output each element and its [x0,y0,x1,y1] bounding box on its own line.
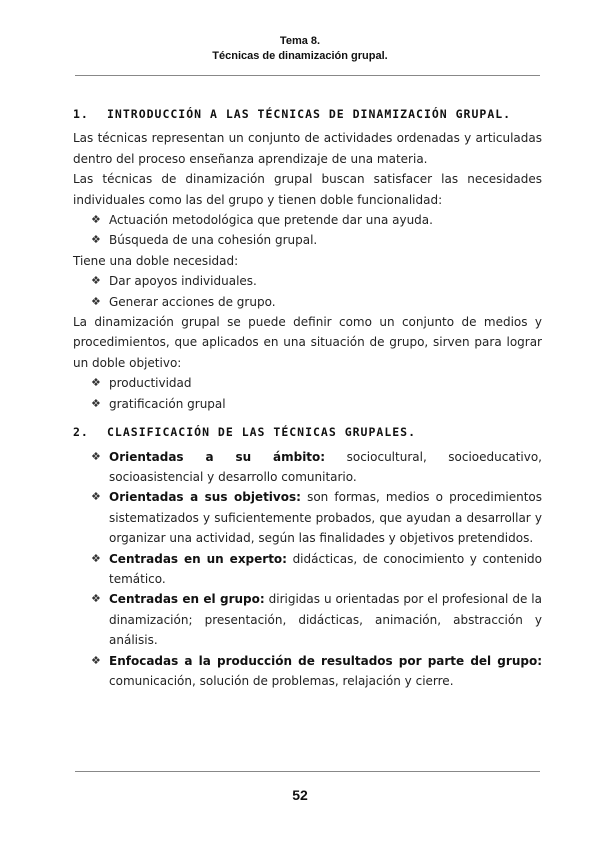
diamond-bullet-icon: ❖ [91,490,101,504]
section-title: CLASIFICACIÓN DE LAS TÉCNICAS GRUPALES. [107,425,417,440]
paragraph: Tiene una doble necesidad: [73,253,239,268]
paragraph: Las técnicas representan un conjunto de actividades ordenadas y articuladas dentro del proceso enseñanza aprendizaje de una materia. [73,131,542,166]
diamond-bullet-icon: ❖ [91,449,101,463]
item-label: Centradas en el grupo: [109,592,265,607]
item-text: son formas, medios o procedimientos sistematizados y suficientemente probados, que ayudan a desarrollar y organizar una actividad, según las finalidades y objetivos pretendidos. [109,490,543,546]
bullet-list [73,373,542,414]
list-item-text: Dar apoyos individuales. [109,274,257,289]
list-item [73,271,542,291]
item-label: Orientadas a su ámbito: [109,449,326,464]
list-item [73,210,542,230]
page-number: 52 [292,787,308,803]
footer-divider [75,771,540,772]
list-item [73,549,542,590]
item-text: sociocultural, socioeducativo, socioasistencial y desarrollo comunitario. [109,449,542,484]
paragraph: Las técnicas de dinamización grupal buscan satisfacer las necesidades individuales como las del grupo y tienen doble funcionalidad: [73,172,542,207]
paragraph: La dinamización grupal se puede definir como un conjunto de medios y procedimientos, que aplicados en una situación de grupo, sirven para lograr un doble objetivo: [73,315,542,370]
page-content [73,104,542,691]
list-item [73,487,542,548]
header-divider [75,75,540,76]
item-text: didácticas, de conocimiento y contenido temático. [109,551,542,586]
page-header [0,34,600,64]
list-item-text: Búsqueda de una cohesión grupal. [109,233,318,248]
section-number: 1. [73,107,89,121]
diamond-bullet-icon: ❖ [91,653,101,667]
item-label: Orientadas a sus objetivos: [109,490,301,505]
diamond-bullet-icon: ❖ [91,233,101,247]
list-item [73,230,542,250]
item-label: Centradas en un experto: [109,551,287,566]
bullet-list [73,210,542,251]
list-item [73,651,542,692]
section-heading-2 [73,422,542,442]
list-item [73,373,542,393]
item-label: Enfocadas a la producción de resultados por parte del grupo: [109,653,542,668]
diamond-bullet-icon: ❖ [91,213,101,227]
bullet-list [73,271,542,312]
diamond-bullet-icon: ❖ [91,274,101,288]
item-text: comunicación, solución de problemas, relajación y cierre. [109,673,454,688]
diamond-bullet-icon: ❖ [91,294,101,308]
list-item [73,447,542,488]
section-heading-1 [73,104,542,124]
list-item-text: Actuación metodológica que pretende dar una ayuda. [109,213,433,228]
diamond-bullet-icon: ❖ [91,551,101,565]
list-item-text: Generar acciones de grupo. [109,294,276,309]
item-text: dirigidas u orientadas por el profesional de la dinamización; presentación, didácticas, animación, abstracción y análisis. [109,592,542,648]
list-item [73,292,542,312]
diamond-bullet-icon: ❖ [91,592,101,606]
list-item [73,589,542,650]
classification-list [73,447,542,692]
diamond-bullet-icon: ❖ [91,376,101,390]
list-item-text: gratificación grupal [109,396,226,411]
list-item [73,394,542,414]
header-title: Técnicas de dinamización grupal. [212,50,388,62]
list-item-text: productividad [109,376,192,391]
header-topic: Tema 8. [279,35,321,47]
section-title: INTRODUCCIÓN A LAS TÉCNICAS DE DINAMIZACIÓN GRUPAL. [107,107,512,121]
section-number: 2. [73,425,89,440]
diamond-bullet-icon: ❖ [91,396,101,410]
